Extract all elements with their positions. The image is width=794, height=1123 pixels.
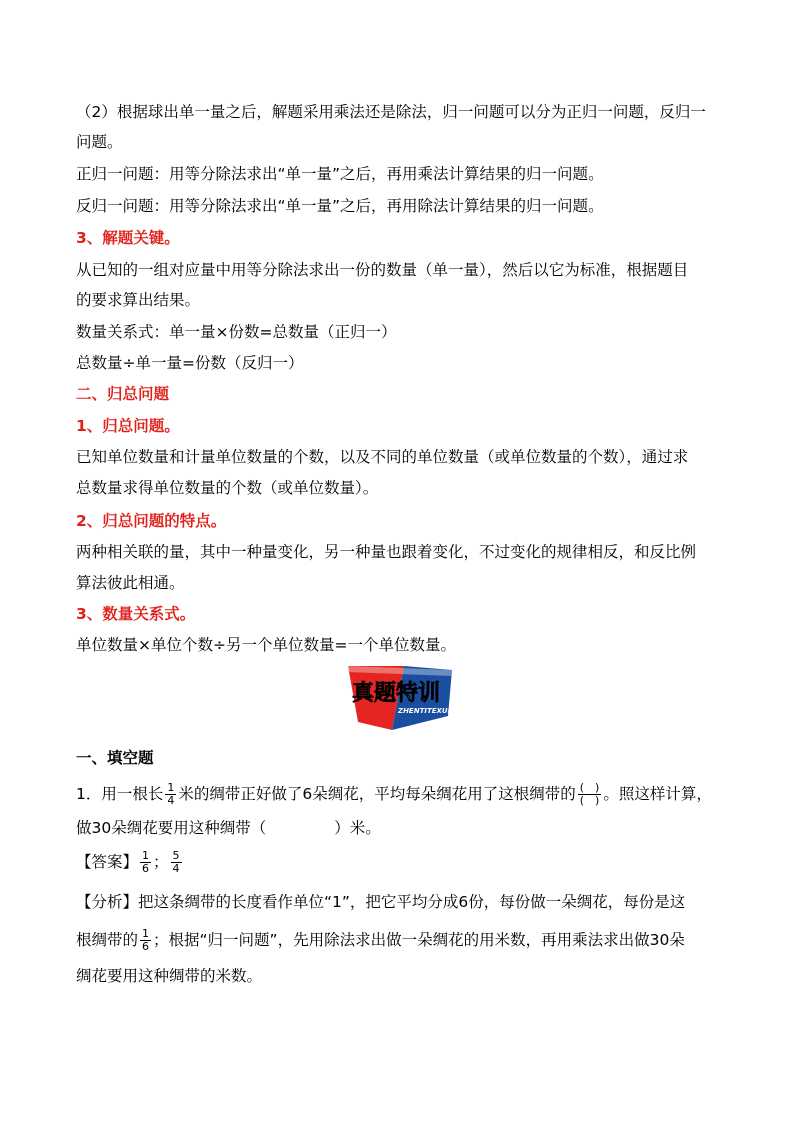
question-1-line2: [76, 818, 381, 838]
zheng-guiyi-definition: 正归一问题：用等分除法求出“单一量”之后，再用乘法计算结果的归一问题。: [76, 165, 604, 183]
formula-zheng: 数量关系式：单一量×份数=总数量（正归一）: [76, 323, 397, 341]
key-line1: 从已知的一组对应量中用等分除法求出一份的数量（单一量），然后以它为标准，根据题目: [76, 261, 689, 279]
key-line2: 的要求算出结果。: [76, 291, 201, 309]
guizong-formula: 单位数量×单位个数÷另一个单位数量=一个单位数量。: [76, 636, 456, 654]
formula-fan: 总数量÷单一量=份数（反归一）: [76, 354, 304, 372]
logo-sub-text: ZHENTITEXUN: [398, 707, 454, 715]
zhenti-texun-logo: [344, 664, 454, 732]
guizong-subheading-2: 2、归总问题的特点。: [76, 512, 227, 530]
guizong-feature-line1: 两种相关联的量，其中一种量变化，另一种量也跟着变化，不过变化的规律相反，和反比例: [76, 543, 697, 561]
question-1-line1: [76, 782, 712, 807]
analysis-line2-b: ；根据“归一问题”，先用除法求出做一朵绸花的用米数，再用乘法求出做30朵: [153, 931, 685, 949]
analysis-line2-a: 根绸带的: [76, 931, 139, 949]
q1-line2-a: 做30朵绸花要用这种绸带（: [76, 819, 267, 837]
fraction-blank[interactable]: $\frac{( )}{( )}$: [579, 781, 600, 807]
analysis-fraction: $\frac{1}{6}$: [142, 927, 150, 953]
guizong-subheading-1: 1、归总问题。: [76, 417, 180, 435]
answer-separator: ；: [153, 853, 169, 871]
guizong-def-line1: 已知单位数量和计量单位数量的个数，以及不同的单位数量（或单位数量的个数），通过求: [76, 448, 689, 466]
analysis-line1: 【分析】把这条绸带的长度看作单位“1”，把它平均分成6份，每份做一朵绸花，每份是这: [76, 893, 686, 911]
key-heading: 3、解题关键。: [76, 229, 180, 247]
answer-label: 【答案】: [76, 853, 139, 871]
logo-main-text: 真题特训: [352, 681, 441, 706]
exercise-section-heading: 一、填空题: [76, 749, 154, 767]
analysis-line3: 绸花要用这种绸带的米数。: [76, 967, 263, 985]
q1-line2-b: ）米。: [334, 819, 381, 837]
answer-line: [76, 850, 184, 875]
fan-guiyi-definition: 反归一问题：用等分除法求出“单一量”之后，再用除法计算结果的归一问题。: [76, 197, 604, 215]
guizong-feature-line2: 算法彼此相通。: [76, 574, 185, 592]
q1-text-a: 1．用一根长: [76, 785, 164, 803]
q1-text-b: 米的绸带正好做了6朵绸花，平均每朵绸花用了这根绸带的: [178, 785, 576, 803]
q1-text-c: 。照这样计算，: [603, 785, 712, 803]
answer-fraction-1: $\frac{1}{6}$: [142, 849, 150, 875]
section-heading-guizong: 二、归总问题: [76, 385, 170, 403]
guizong-def-line2: 总数量求得单位数量的个数（或单位数量）。: [76, 479, 379, 497]
guizong-subheading-3: 3、数量关系式。: [76, 605, 196, 623]
analysis-line2: [76, 928, 685, 953]
paragraph-p2-line1: （2）根据球出单一量之后，解题采用乘法还是除法，归一问题可以分为正归一问题，反归一: [76, 103, 706, 121]
answer-fraction-2: $\frac{5}{4}$: [172, 849, 180, 875]
paragraph-p2-line2: 问题。: [76, 133, 123, 151]
fraction-one-quarter: $\frac{1}{4}$: [167, 781, 175, 807]
